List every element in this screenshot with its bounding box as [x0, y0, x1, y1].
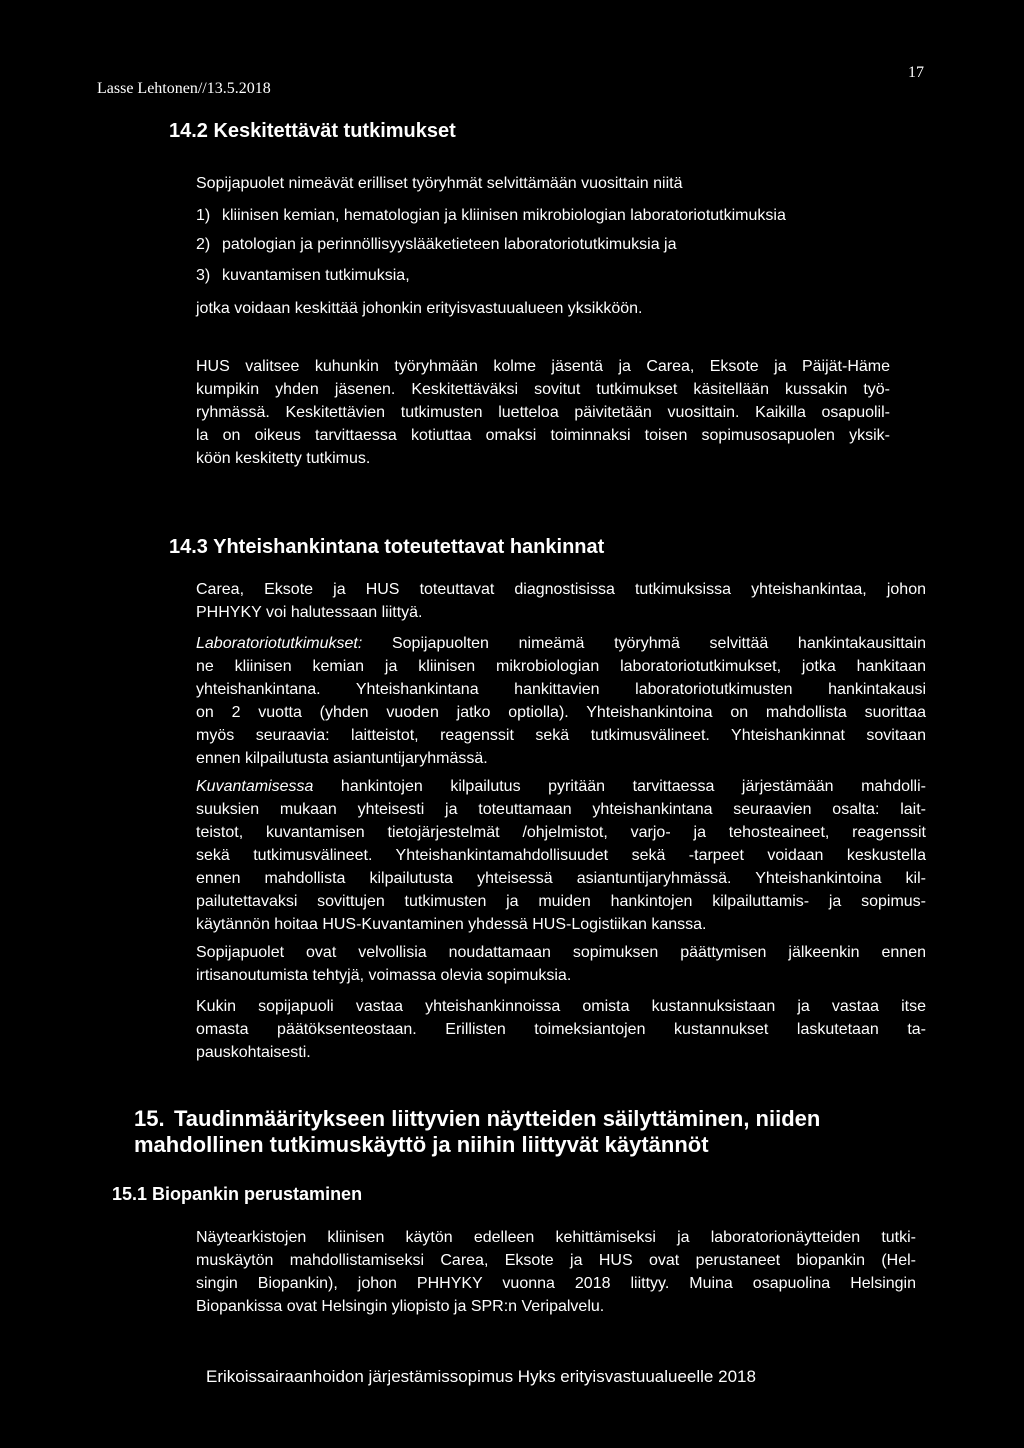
list-item-number: 2) — [196, 236, 211, 253]
list-item-text: patologian ja perinnöllisyyslääketieteen laboratoriotutkimuksia ja — [222, 236, 677, 253]
paragraph-line: yhteishankintana. Yhteishankintana hankittavien laboratoriotutkimusten hankintakausi — [196, 681, 926, 698]
paragraph-line: suuksien mukaan yhteisesti ja toteuttamaan yhteishankintana seuraavien osalta: lait- — [196, 801, 926, 818]
section-14-2-intro: Sopijapuolet nimeävät erilliset työryhmät selvittämään vuosittain niitä — [196, 175, 683, 192]
list-item-text: kliinisen kemian, hematologian ja kliinisen mikrobiologian laboratoriotutkimuksia — [222, 207, 786, 224]
paragraph-line: irtisanoutumista tehtyjä, voimassa olevia sopimuksia. — [196, 967, 572, 984]
paragraph-line: myös seuraavia: laitteistot, reagenssit sekä tutkimusvälineet. Yhteishankinnat sovitaan — [196, 727, 926, 744]
list-item-text: kuvantamisen tutkimuksia, — [222, 267, 410, 284]
list-item-number: 3) — [196, 267, 211, 284]
paragraph-line: Näytearkistojen kliinisen käytön edelleen kehittämiseksi ja laboratorionäytteiden tutki- — [196, 1229, 916, 1246]
paragraph-line-text: hankintojen kilpailutus pyritään tarvittaessa järjestämään mahdolli- — [313, 778, 926, 795]
paragraph-line: käytännön hoitaa HUS-Kuvantaminen yhdessä HUS-Logistiikan kanssa. — [196, 916, 707, 933]
paragraph-line: köön keskitetty tutkimus. — [196, 450, 371, 467]
section-14-3-p3 — [196, 775, 926, 936]
paragraph-line: Kukin sopijapuoli vastaa yhteishankinnoissa omista kustannuksistaan ja vastaa itse — [196, 998, 926, 1015]
paragraph-line: pauskohtaisesti. — [196, 1044, 311, 1061]
section-14-3-p1 — [196, 578, 926, 624]
paragraph-line: kumpikin yhden jäsenen. Keskitettäväksi sovitut tutkimukset käsitellään kussakin työ- — [196, 381, 890, 398]
section-15-heading-line: Taudinmääritykseen liittyvien näytteiden säilyttäminen, niiden — [174, 1106, 821, 1131]
section-14-2-heading: 14.2 Keskitettävät tutkimukset — [169, 120, 456, 142]
section-14-3-heading: 14.3 Yhteishankintana toteutettavat hankinnat — [169, 536, 605, 558]
paragraph-line: la on oikeus tarvittaessa kotiuttaa omaksi toiminnaksi toisen sopimusosapuolen yksik- — [196, 427, 890, 444]
section-15-heading — [134, 1106, 914, 1158]
section-14-2-outro: jotka voidaan keskittää johonkin erityisvastuualueen yksikköön. — [196, 300, 643, 317]
paragraph-line: Biopankissa ovat Helsingin yliopisto ja SPR:n Veripalvelu. — [196, 1298, 605, 1315]
footer-text: Erikoissairaanhoidon järjestämissopimus Hyks erityisvastuualueelle 2018 — [206, 1367, 756, 1386]
paragraph-line: pailutettavaksi sovittujen tutkimusten ja muiden hankintojen kilpailuttamis- ja sopimus- — [196, 893, 926, 910]
paragraph-line: sekä tutkimusvälineet. Yhteishankintamahdollisuudet sekä -tarpeet voidaan keskustella — [196, 847, 926, 864]
section-15-1-heading: 15.1 Biopankin perustaminen — [112, 1184, 363, 1204]
list-item — [196, 264, 926, 287]
paragraph-line: on 2 vuotta (yhden vuoden jatko optiolla). Yhteishankintoina on mahdollista suorittaa — [196, 704, 926, 721]
header-author-date: Lasse Lehtonen//13.5.2018 — [97, 80, 271, 97]
section-14-3-p2 — [196, 632, 926, 770]
paragraph-line: ennen mahdollista kilpailutusta yhteisessä asiantuntijaryhmässä. Yhteishankintoina kil- — [196, 870, 926, 887]
page-number: 17 — [908, 64, 924, 81]
paragraph-line: Sopijapuolet ovat velvollisia noudattamaan sopimuksen päättymisen jälkeenkin ennen — [196, 944, 926, 961]
list-item-number: 1) — [196, 207, 211, 224]
paragraph-line: HUS valitsee kuhunkin työryhmään kolme jäsentä ja Carea, Eksote ja Päijät-Häme — [196, 358, 890, 375]
paragraph-line-text: Sopijapuolten nimeämä työryhmä selvittää hankintakausittain — [362, 635, 926, 652]
label-kuvantamisessa: Kuvantamisessa — [196, 778, 314, 795]
section-15-1-paragraph — [196, 1226, 916, 1318]
paragraph-line: ryhmässä. Keskitettävien tutkimusten luetteloa päivitetään vuosittain. Kaikilla osapuolil- — [196, 404, 890, 421]
paragraph-line: PHHYKY voi halutessaan liittyä. — [196, 604, 423, 621]
section-14-2-paragraph — [196, 355, 890, 470]
paragraph-line — [196, 632, 926, 655]
paragraph-line: muskäytön mahdollistamiseksi Carea, Eksote ja HUS ovat perustaneet biopankin (Hel- — [196, 1252, 916, 1269]
list-item — [196, 204, 926, 227]
section-15-heading-line: mahdollinen tutkimuskäyttö ja niihin liittyvät käytännöt — [134, 1132, 709, 1157]
paragraph-line: omasta päätöksenteostaan. Erillisten toimeksiantojen kustannukset laskutetaan ta- — [196, 1021, 926, 1038]
section-14-3-p4 — [196, 941, 926, 987]
paragraph-line — [196, 775, 926, 798]
paragraph-line: teistot, kuvantamisen tietojärjestelmät /ohjelmistot, varjo- ja tehosteaineet, reagenssit — [196, 824, 926, 841]
paragraph-line: ennen kilpailutusta asiantuntijaryhmässä. — [196, 750, 488, 767]
section-14-3-p5 — [196, 995, 926, 1064]
paragraph-line: Carea, Eksote ja HUS toteuttavat diagnostisissa tutkimuksissa yhteishankintaa, johon — [196, 581, 926, 598]
paragraph-line: ne kliinisen kemian ja kliinisen mikrobiologian laboratoriotutkimukset, jotka hankitaan — [196, 658, 926, 675]
list-item — [196, 233, 926, 256]
paragraph-line: singin Biopankin), johon PHHYKY vuonna 2018 liittyy. Muina osapuolina Helsingin — [196, 1275, 916, 1292]
section-15-number: 15. — [134, 1106, 165, 1131]
label-laboratoriotutkimukset: Laboratoriotutkimukset: — [196, 635, 363, 652]
